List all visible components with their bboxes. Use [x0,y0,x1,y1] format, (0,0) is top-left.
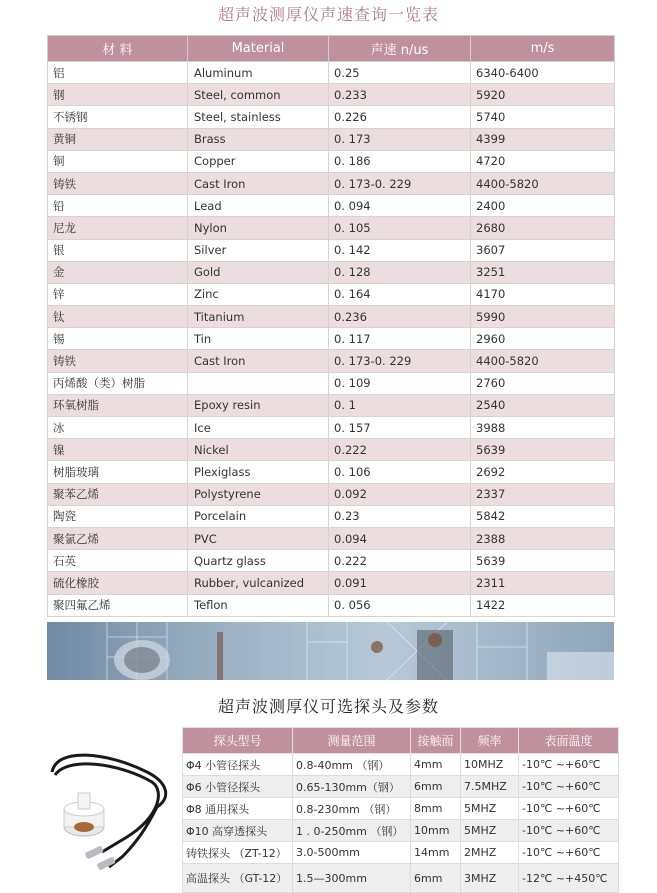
contact-surface-cell: 10mm [411,820,461,842]
velocity-nus-cell: 0. 173-0. 229 [329,350,471,372]
material-en-cell: Zinc [188,283,329,305]
material-en-cell: Steel, common [188,84,329,106]
velocity-ms-cell: 2540 [471,394,615,416]
velocity-ms-cell: 2311 [471,572,615,594]
velocity-nus-cell: 0. 056 [329,594,471,616]
table-row [48,527,615,549]
material-en-cell: Polystyrene [188,483,329,505]
surface-temperature-cell: -12℃ ~+450℃ [519,864,619,893]
material-cn-cell: 不锈钢 [48,106,188,128]
material-cn-cell: 铅 [48,195,188,217]
material-cn-cell: 铸铁 [48,172,188,194]
velocity-nus-cell: 0.236 [329,306,471,328]
material-cn-cell: 石英 [48,550,188,572]
contact-surface-cell: 4mm [411,754,461,776]
velocity-ms-cell: 5990 [471,306,615,328]
material-en-cell: Gold [188,261,329,283]
velocity-nus-cell: 0.092 [329,483,471,505]
surface-temperature-cell: -10℃ ~+60℃ [519,754,619,776]
material-en-cell: Lead [188,195,329,217]
velocity-nus-cell: 0. 109 [329,372,471,394]
velocity-ms-cell: 5842 [471,505,615,527]
page-title: 超声波测厚仪声速查询一览表 [217,5,439,24]
table-row [48,439,615,461]
velocity-ms-cell: 4720 [471,150,615,172]
table-row [48,594,615,616]
table-row [48,328,615,350]
material-en-cell: Brass [188,128,329,150]
material-cn-cell: 黄铜 [48,128,188,150]
probe-section-title: 超声波测厚仪可选探头及参数 [217,697,439,716]
material-en-cell: Quartz glass [188,550,329,572]
table-row [48,350,615,372]
material-cn-cell: 钢 [48,84,188,106]
velocity-ms-cell: 5920 [471,84,615,106]
material-en-cell: Nylon [188,217,329,239]
velocity-ms-cell: 2337 [471,483,615,505]
table-row [48,550,615,572]
material-cn-cell: 钛 [48,306,188,328]
table-row [183,754,619,776]
velocity-nus-cell: 0.25 [329,62,471,84]
table-row [183,842,619,864]
header-probe-model: 探头型号 [183,728,293,754]
frequency-cell: 2MHZ [461,842,519,864]
velocity-nus-cell: 0. 094 [329,195,471,217]
material-en-cell: Copper [188,150,329,172]
velocity-ms-cell: 3988 [471,417,615,439]
frequency-cell: 5MHZ [461,820,519,842]
contact-surface-cell: 6mm [411,864,461,893]
material-en-cell [188,372,329,394]
measuring-range-cell: 1.5—300mm [293,864,411,893]
material-cn-cell: 铝 [48,62,188,84]
velocity-nus-cell: 0.23 [329,505,471,527]
velocity-ms-cell: 3251 [471,261,615,283]
velocity-ms-cell: 4399 [471,128,615,150]
velocity-ms-cell: 5639 [471,550,615,572]
material-cn-cell: 银 [48,239,188,261]
surface-temperature-cell: -10℃ ~+60℃ [519,776,619,798]
table-row [48,217,615,239]
table-row [48,62,615,84]
table-row [48,306,615,328]
table-row [48,106,615,128]
material-cn-cell: 锌 [48,283,188,305]
table-row [48,372,615,394]
material-cn-cell: 冰 [48,417,188,439]
velocity-nus-cell: 0. 106 [329,461,471,483]
velocity-ms-cell: 4170 [471,283,615,305]
header-frequency: 频率 [461,728,519,754]
material-en-cell: Plexiglass [188,461,329,483]
velocity-ms-cell: 2760 [471,372,615,394]
frequency-cell: 3MHZ [461,864,519,893]
table-row [48,128,615,150]
table-row [183,776,619,798]
material-cn-cell: 树脂玻璃 [48,461,188,483]
material-en-cell: Teflon [188,594,329,616]
velocity-nus-cell: 0.226 [329,106,471,128]
surface-temperature-cell: -10℃ ~+60℃ [519,798,619,820]
probe-model-cell: Φ8 通用探头 [183,798,293,820]
velocity-nus-cell: 0.222 [329,439,471,461]
header-material-cn: 材 料 [48,36,188,62]
table-row [183,820,619,842]
measuring-range-cell: 0.8-40mm （钢） [293,754,411,776]
velocity-nus-cell: 0. 164 [329,283,471,305]
velocity-nus-cell: 0.091 [329,572,471,594]
frequency-cell: 7.5MHZ [461,776,519,798]
probe-icon [47,727,181,884]
probe-model-cell: 铸铁探头 （ZT-12） [183,842,293,864]
probe-model-cell: Φ4 小管径探头 [183,754,293,776]
material-en-cell: Tin [188,328,329,350]
table-row [48,283,615,305]
material-cn-cell: 铸铁 [48,350,188,372]
velocity-ms-cell: 4400-5820 [471,172,615,194]
table-row [48,394,615,416]
velocity-ms-cell: 4400-5820 [471,350,615,372]
table-header-row [48,36,615,62]
probe-model-cell: Φ10 高穿透探头 [183,820,293,842]
material-cn-cell: 聚氯乙烯 [48,527,188,549]
velocity-nus-cell: 0. 157 [329,417,471,439]
velocity-ms-cell: 2400 [471,195,615,217]
material-en-cell: Cast Iron [188,172,329,194]
industrial-banner-image [47,622,614,680]
velocity-nus-cell: 0. 186 [329,150,471,172]
table-row [48,461,615,483]
material-en-cell: Steel, stainless [188,106,329,128]
table-row [48,195,615,217]
velocity-ms-cell: 2960 [471,328,615,350]
velocity-ms-cell: 1422 [471,594,615,616]
material-en-cell: Aluminum [188,62,329,84]
frequency-cell: 10MHZ [461,754,519,776]
velocity-nus-cell: 0. 105 [329,217,471,239]
measuring-range-cell: 0.65-130mm（钢） [293,776,411,798]
material-cn-cell: 铜 [48,150,188,172]
sound-velocity-table [47,35,615,617]
table-row [48,572,615,594]
contact-surface-cell: 6mm [411,776,461,798]
velocity-ms-cell: 6340-6400 [471,62,615,84]
velocity-nus-cell: 0. 173 [329,128,471,150]
velocity-nus-cell: 0.233 [329,84,471,106]
velocity-ms-cell: 5639 [471,439,615,461]
material-cn-cell: 锡 [48,328,188,350]
velocity-nus-cell: 0. 142 [329,239,471,261]
material-cn-cell: 硫化橡胶 [48,572,188,594]
material-en-cell: Ice [188,417,329,439]
table-row [48,261,615,283]
material-cn-cell: 陶瓷 [48,505,188,527]
table-row [48,505,615,527]
table-row [48,417,615,439]
header-contact-surface: 接触面 [411,728,461,754]
material-cn-cell: 环氧树脂 [48,394,188,416]
surface-temperature-cell: -10℃ ~+60℃ [519,842,619,864]
frequency-cell: 5MHZ [461,798,519,820]
material-cn-cell: 镍 [48,439,188,461]
header-measuring-range: 测量范围 [293,728,411,754]
velocity-nus-cell: 0. 117 [329,328,471,350]
material-en-cell: Porcelain [188,505,329,527]
probe-cable-image [47,727,181,884]
velocity-ms-cell: 2680 [471,217,615,239]
header-surface-temperature: 表面温度 [519,728,619,754]
header-material-en: Material [188,36,329,62]
contact-surface-cell: 8mm [411,798,461,820]
table-row [48,150,615,172]
probe-model-cell: Φ6 小管径探头 [183,776,293,798]
measuring-range-cell: 1 . 0-250mm （钢） [293,820,411,842]
table-row [183,864,619,893]
probe-header-row [183,728,619,754]
probe-model-cell: 高温探头 （GT-12） [183,864,293,893]
measuring-range-cell: 0.8-230mm （钢） [293,798,411,820]
material-en-cell: Cast Iron [188,350,329,372]
material-cn-cell: 丙烯酸（类）树脂 [48,372,188,394]
material-cn-cell: 尼龙 [48,217,188,239]
velocity-nus-cell: 0. 1 [329,394,471,416]
material-en-cell: Epoxy resin [188,394,329,416]
velocity-nus-cell: 0. 128 [329,261,471,283]
table-row [48,483,615,505]
table-row [48,172,615,194]
velocity-ms-cell: 2692 [471,461,615,483]
table-row [48,84,615,106]
velocity-nus-cell: 0. 173-0. 229 [329,172,471,194]
header-velocity-ms: m/s [471,36,615,62]
material-en-cell: Titanium [188,306,329,328]
probe-parameters-table [182,727,619,893]
velocity-ms-cell: 2388 [471,527,615,549]
banner-illustration [47,622,614,680]
header-velocity-nus: 声速 n/us [329,36,471,62]
surface-temperature-cell: -10℃ ~+60℃ [519,820,619,842]
velocity-ms-cell: 3607 [471,239,615,261]
material-en-cell: Silver [188,239,329,261]
table-row [48,239,615,261]
velocity-ms-cell: 5740 [471,106,615,128]
velocity-nus-cell: 0.094 [329,527,471,549]
velocity-nus-cell: 0.222 [329,550,471,572]
material-cn-cell: 聚苯乙烯 [48,483,188,505]
material-cn-cell: 金 [48,261,188,283]
table-row [183,798,619,820]
contact-surface-cell: 14mm [411,842,461,864]
measuring-range-cell: 3.0-500mm [293,842,411,864]
material-cn-cell: 聚四氟乙烯 [48,594,188,616]
material-en-cell: Rubber, vulcanized [188,572,329,594]
material-en-cell: PVC [188,527,329,549]
material-en-cell: Nickel [188,439,329,461]
